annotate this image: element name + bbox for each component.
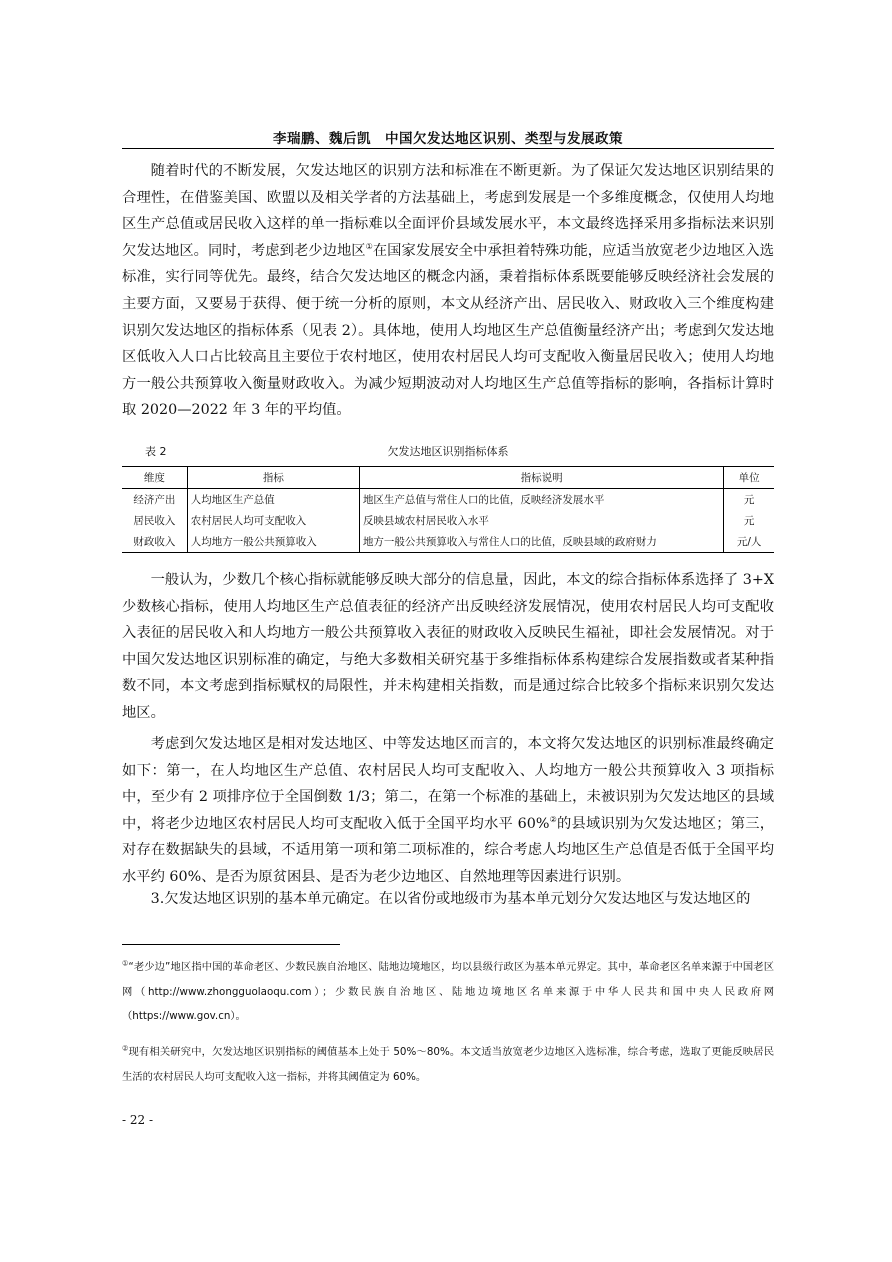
body-paragraph-1 xyxy=(122,158,774,424)
footnote-1-text: “老少边”地区指中国的革命老区、少数民族自治地区、陆地边境地区，均以县级行政区为基本单元界定。其中，革命老区名单来源于中国老区网（http://www.zhongguolaoqu.com）；少数民族自治地区、陆地边境地区名单来源于中华人民共和国中央人民政府网（https://www.gov.cn）。 xyxy=(122,961,774,1022)
footnote-1 xyxy=(122,955,774,1029)
table-cell: 地方一般公共预算收入与常住人口的比值，反映县域的政府财力 xyxy=(359,531,723,553)
table-cell: 元 xyxy=(743,515,755,527)
para1-text-cont: 在国家发展安全中承担着特殊功能，应适当放宽老少边地区入选标准，实行同等优先。最终，结合欠发达地区的概念内涵，秉着指标体系既要能够反映经济社会发展的主要方面，又要易于获得、便于统一分析的原则，本文从经济产出、居民收入、财政收入三个维度构建识别欠发达地区的指标体系（见表 2）。具体地，使用人均地区生产总值衡量经济产出；考虑到欠发达地区低收入人口占比较高且主要位于农村地区，使用农村居民人均可支配收入衡量居民收入；使用人均地方一般公共预算收入衡量财政收入。为减少短期波动对人均地区生产总值等指标的影响，各指标计算时取 2020—2022 年 3 年的平均值。 xyxy=(122,242,775,419)
header-rule xyxy=(122,148,774,149)
indicator-table xyxy=(122,466,774,553)
table-title: 欠发达地区识别指标体系 xyxy=(387,445,509,458)
table-cell: 人均地方一般公共预算收入 xyxy=(187,531,359,553)
table-header-cell: 指标 xyxy=(187,467,359,489)
table-cell: 居民收入 xyxy=(122,510,187,531)
table-row xyxy=(122,489,774,511)
table-header-cell: 指标说明 xyxy=(359,467,723,489)
table-number: 表 2 xyxy=(145,445,167,458)
footnote-ref-2[interactable]: ② xyxy=(549,815,557,825)
para3-text-cont: 的县域识别为欠发达地区；第三，对存在数据缺失的县域，不适用第一项和第二项标准的，综合考虑人均地区生产总值是否低于全国平均水平约 60%、是否为原贫困县、是否为老少边地区、自然地理等因素进行识别。 xyxy=(122,815,775,885)
footnote-2-mark: ② xyxy=(122,1044,129,1053)
table-row xyxy=(122,531,774,553)
para3-text: 考虑到欠发达地区是相对发达地区、中等发达地区而言的，本文将欠发达地区的识别标准最终确定如下：第一，在人均地区生产总值、农村居民人均可支配收入、人均地方一般公共预算收入 3 项指标中，至少有 2 项排序位于全国倒数 1/3；第二，在第一个标准的基础上，未被识别为欠发达地区的县域中，将老少边地区农村居民人均可支配收入低于全国平均水平 60% xyxy=(122,736,774,832)
page-number: - 22 - xyxy=(122,1113,154,1127)
running-header: 李瑞鹏、魏后凯 中国欠发达地区识别、类型与发展政策 xyxy=(273,131,623,147)
footnote-ref-1[interactable]: ① xyxy=(365,242,373,252)
footnote-2 xyxy=(122,1040,774,1089)
table-header-cell: 单位 xyxy=(724,467,774,489)
body-paragraph-2: 一般认为，少数几个核心指标就能够反映大部分的信息量，因此，本文的综合指标体系选择了 3+X 少数核心指标，使用人均地区生产总值表征的经济产出反映经济发展情况，使用农村居民人均可支配收入表征的居民收入和人均地方一般公共预算收入表征的财政收入反映民生福祉，即社会发展情况。对于中国欠发达地区识别标准的确定，与绝大多数相关研究基于多维指标体系构建综合发展指数或者某种指数不同，本文考虑到指标赋权的局限性，并未构建相关指数，而是通过综合比较多个指标来识别欠发达地区。 xyxy=(122,572,774,721)
body-paragraph-3 xyxy=(122,731,774,891)
table-cell: 财政收入 xyxy=(122,531,187,553)
table-header-row xyxy=(122,467,774,489)
table-cell: 元/人 xyxy=(736,536,762,548)
table-cell: 反映县域农村居民收入水平 xyxy=(359,510,723,531)
table-caption xyxy=(122,441,774,459)
table-header-cell: 维度 xyxy=(122,467,187,489)
para1-text: 随着时代的不断发展，欠发达地区的识别方法和标准在不断更新。为了保证欠发达地区识别结果的合理性，在借鉴美国、欧盟以及相关学者的方法基础上，考虑到发展是一个多维度概念，仅使用人均地区生产总值或居民收入这样的单一指标难以全面评价县域发展水平，本文最终选择采用多指标法来识别欠发达地区。同时，考虑到老少边地区 xyxy=(122,163,774,259)
table-row xyxy=(122,510,774,531)
footnote-2-text: 现有相关研究中，欠发达地区识别指标的阈值基本上处于 50%～80%。本文适当放宽老少边地区入选标准，综合考虑，选取了更能反映居民生活的农村居民人均可支配收入这一指标，并将其阈值定为 60%。 xyxy=(122,1046,775,1083)
table-cell: 元 xyxy=(743,494,755,506)
footnote-1-mark: ① xyxy=(122,959,129,968)
body-paragraph-4: 3.欠发达地区识别的基本单元确定。在以省份或地级市为基本单元划分欠发达地区与发达地区的 xyxy=(150,891,751,907)
table-cell: 经济产出 xyxy=(122,489,187,511)
table-cell: 地区生产总值与常住人口的比值，反映经济发展水平 xyxy=(359,489,723,511)
table-cell: 农村居民人均可支配收入 xyxy=(187,510,359,531)
table-cell: 人均地区生产总值 xyxy=(187,489,359,511)
footnote-rule xyxy=(122,944,340,945)
